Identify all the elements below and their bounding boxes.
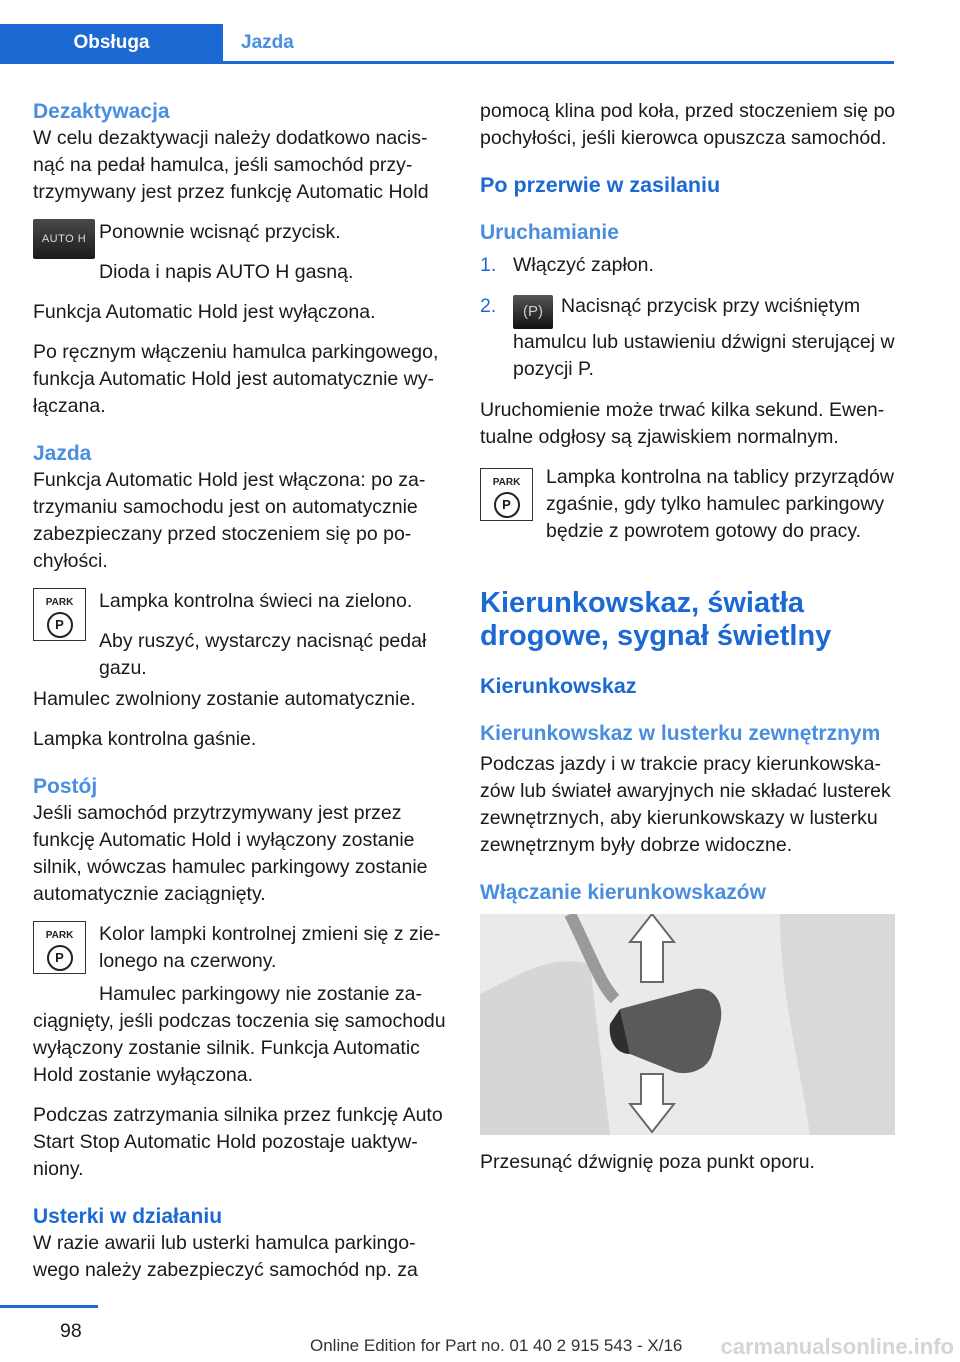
paragraph: W celu dezaktywacji należy dodatkowo nacisnąć na pedał hamulca, jeśli samochód przytrzymywany jest przez funkcję Automatic Hold bbox=[33, 127, 429, 203]
edition-footer: Online Edition for Part no. 01 40 2 915 543 - X/16 bbox=[310, 1336, 683, 1355]
step-number: 1. bbox=[480, 254, 497, 276]
park-color-instruction bbox=[33, 921, 451, 981]
step-text: Włączyć zapłon. bbox=[513, 254, 654, 276]
park-lamp-instruction bbox=[33, 588, 451, 682]
heading-uruchamianie: Uruchamianie bbox=[480, 221, 619, 244]
heading-postoj: Postój bbox=[33, 775, 98, 798]
heading-jazda: Jazda bbox=[33, 442, 92, 465]
park-brake-icon: PARK P bbox=[33, 588, 86, 641]
heading-dezaktywacja: Dezaktywacja bbox=[33, 100, 170, 123]
paragraph: Po ręcznym włączeniu hamulca parkingowego, funkcja Automatic Hold jest automatycznie wyłączana. bbox=[33, 341, 439, 417]
heading-przerwa: Po przerwie w zasilaniu bbox=[480, 173, 721, 197]
heading-kierunkowskaz: Kierunkowskaz bbox=[480, 674, 637, 698]
paragraph: Hamulec zwolniony zostanie automatycznie. bbox=[33, 688, 416, 710]
paragraph: Funkcja Automatic Hold jest włączona: po zatrzymaniu samochodu jest on automatycznie zabezpieczany przed stoczeniem się po pochyłości. bbox=[33, 469, 426, 572]
section-tabs bbox=[0, 24, 894, 64]
tab-obsluga[interactable]: Obsługa bbox=[0, 24, 223, 61]
chapter-title: Kierunkowskaz, światła drogowe, sygnał świetlny bbox=[480, 587, 832, 652]
autoh-instruction bbox=[33, 219, 451, 286]
steps-list bbox=[480, 252, 898, 383]
step-number: 2. bbox=[480, 295, 497, 317]
step-text: Nacisnąć przycisk przy wciśniętym hamulcu lub ustawieniu dźwigni sterującej w pozycji P. bbox=[513, 295, 895, 380]
turn-signal-lever-illustration bbox=[480, 914, 895, 1135]
paragraph: Podczas zatrzymania silnika przez funkcję Auto Start Stop Automatic Hold pozostaje uaktywniony. bbox=[33, 1104, 443, 1180]
park-brake-icon: PARK P bbox=[33, 921, 86, 974]
heading-usterki: Usterki w działaniu bbox=[33, 1205, 223, 1228]
paragraph: Funkcja Automatic Hold jest wyłączona. bbox=[33, 301, 376, 323]
lever-drawing bbox=[480, 914, 895, 1135]
footer-rule bbox=[0, 1305, 98, 1308]
list-item bbox=[480, 252, 898, 279]
paragraph: W razie awarii lub usterki hamulca parkingowego należy zabezpieczyć samochód np. za bbox=[33, 1232, 418, 1281]
instruction-text: Kolor lampki kontrolnej zmieni się z zielonego na czerwony. bbox=[99, 923, 441, 972]
parking-brake-button-icon: (P) bbox=[513, 295, 553, 329]
paragraph: Podczas jazdy i w trakcie pracy kierunkowskazów lub świateł awaryjnych nie składać lusterek zewnętrznych, aby kierunkowskazy w lusterku zewnętrznym były dobrze widoczne. bbox=[480, 753, 891, 856]
paragraph: Jeśli samochód przytrzymywany jest przez funkcję Automatic Hold i wyłączony zostanie silnik, wówczas hamulec parkingowy zostanie automatycznie zaciągnięty. bbox=[33, 802, 428, 905]
paragraph: Hamulec parkingowy nie zostanie zaciągnięty, jeśli podczas toczenia się samochodu wyłączony zostanie silnik. Funkcja Automatic Hold zostanie wyłączona. bbox=[33, 983, 446, 1086]
page-number: 98 bbox=[60, 1320, 82, 1342]
heading-wlaczanie: Włączanie kierunkowskazów bbox=[480, 881, 766, 904]
paragraph: Uruchomienie może trwać kilka sekund. Ewentualne odgłosy są zjawiskiem normalnym. bbox=[480, 399, 885, 448]
heading-lusterko: Kierunkowskaz w lusterku zewnętrznym bbox=[480, 722, 881, 745]
instruction-text: Dioda i napis AUTO H gasną. bbox=[99, 261, 354, 283]
instruction-text: Lampka kontrolna na tablicy przyrządów zgaśnie, gdy tylko hamulec parkingowy będzie z powrotem gotowy do pracy. bbox=[546, 466, 894, 542]
instruction-text: Lampka kontrolna świeci na zielono. bbox=[99, 590, 413, 612]
right-column bbox=[480, 98, 898, 1189]
paragraph: Lampka kontrolna gaśnie. bbox=[33, 728, 257, 750]
park-brake-icon: PARK P bbox=[480, 468, 533, 521]
park-lamp-off-instruction bbox=[480, 464, 898, 545]
instruction-text: Ponownie wcisnąć przycisk. bbox=[99, 221, 341, 243]
auto-h-button-icon: AUTO H bbox=[33, 219, 95, 259]
instruction-text: Aby ruszyć, wystarczy nacisnąć pedał gazu. bbox=[99, 630, 427, 679]
tab-jazda[interactable]: Jazda bbox=[241, 32, 294, 53]
left-column bbox=[33, 98, 451, 1297]
figure-caption: Przesunąć dźwignię poza punkt oporu. bbox=[480, 1151, 815, 1173]
watermark: carmanualsonline.info bbox=[720, 1334, 954, 1359]
paragraph: pomocą klina pod koła, przed stoczeniem się po pochyłości, jeśli kierowca opuszcza samochód. bbox=[480, 100, 896, 149]
list-item bbox=[480, 293, 898, 383]
